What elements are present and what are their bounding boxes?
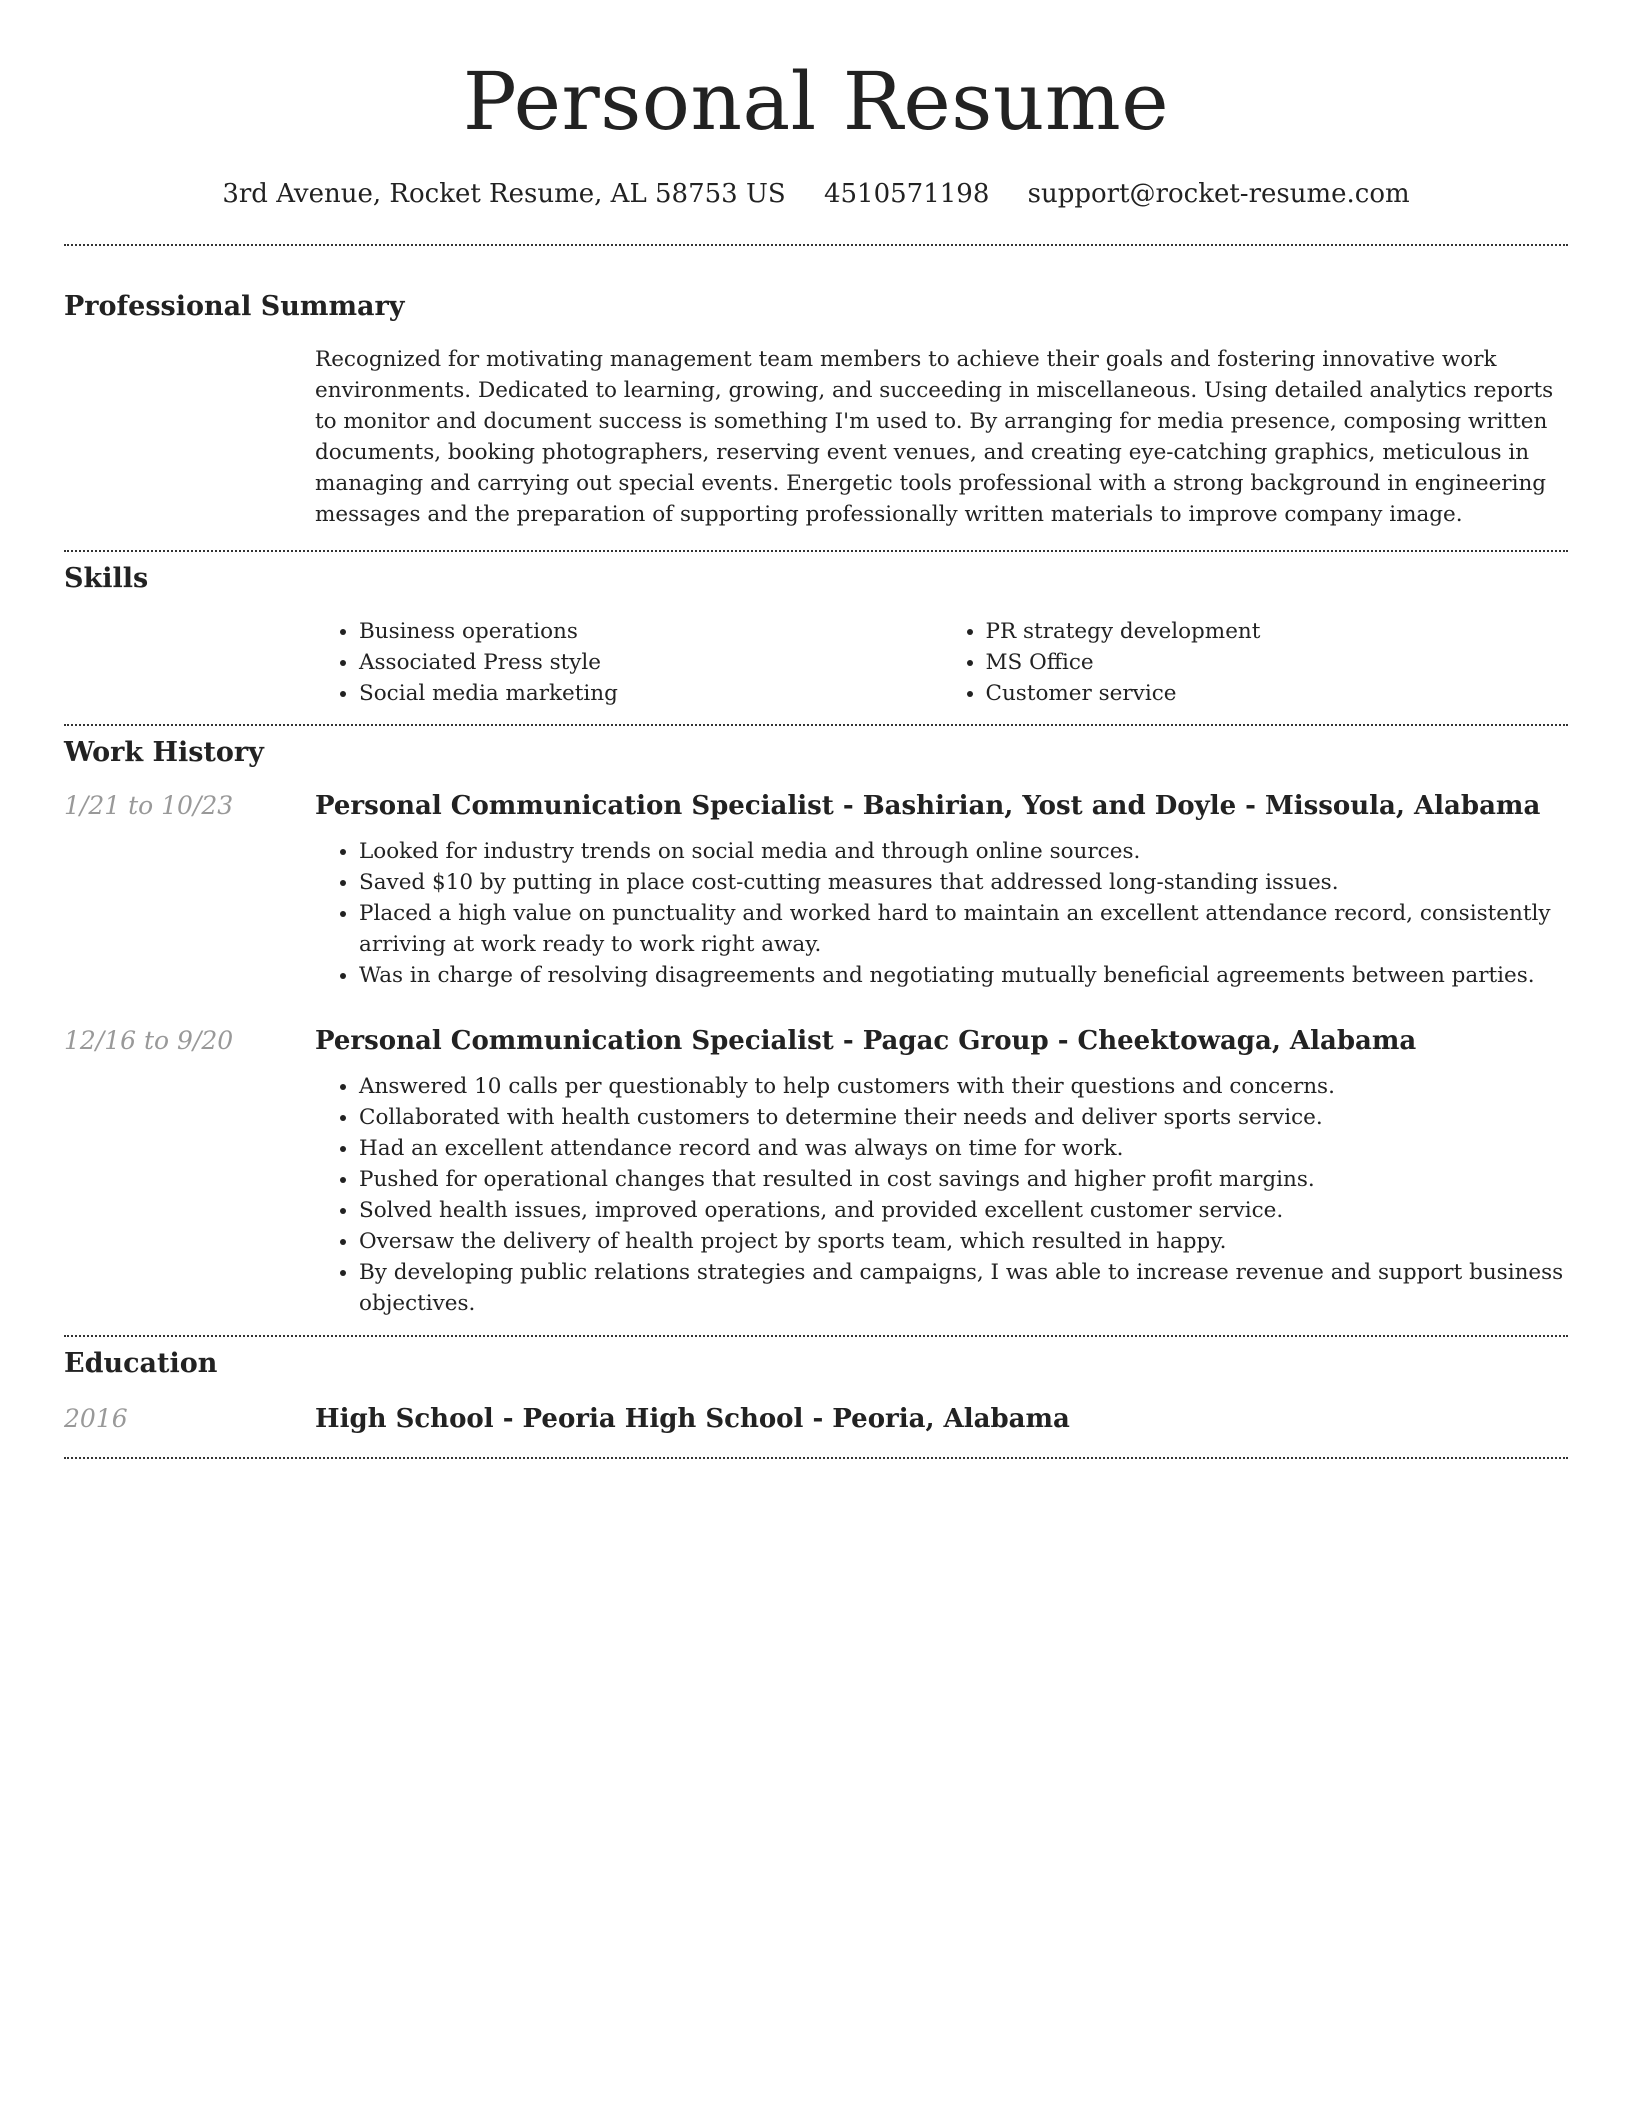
divider bbox=[64, 244, 1568, 246]
job-bullets bbox=[315, 1071, 1568, 1319]
contact-line bbox=[64, 178, 1568, 210]
education-detail: High School - Peoria High School - Peoria, Alabama bbox=[315, 1404, 1070, 1434]
contact-address: 3rd Avenue, Rocket Resume, AL 58753 US bbox=[222, 179, 786, 209]
job-bullet: • Oversaw the delivery of health project by sports team, which resulted in happy. bbox=[359, 1226, 1568, 1257]
job-dates: 1/21 to 10/23 bbox=[64, 791, 234, 820]
job-title: Personal Communication Specialist - Pagac Group - Cheektowaga, Alabama bbox=[315, 1026, 1417, 1056]
contact-email: support@rocket-resume.com bbox=[1027, 179, 1410, 209]
skill-item: • Customer service bbox=[986, 678, 1569, 709]
job-entry bbox=[64, 790, 1568, 991]
summary-section bbox=[64, 290, 1568, 530]
summary-heading: Professional Summary bbox=[64, 291, 405, 322]
job-bullet: • Looked for industry trends on social media and through online sources. bbox=[359, 836, 1568, 867]
divider bbox=[64, 1457, 1568, 1459]
job-dates: 12/16 to 9/20 bbox=[64, 1026, 234, 1055]
skill-item: • PR strategy development bbox=[986, 616, 1569, 647]
job-entry bbox=[64, 1025, 1568, 1319]
skill-item: • Social media marketing bbox=[359, 678, 942, 709]
skill-item: • MS Office bbox=[986, 647, 1569, 678]
skills-list-left bbox=[315, 616, 942, 709]
skills-list-right bbox=[942, 616, 1569, 709]
skill-item: • Associated Press style bbox=[359, 647, 942, 678]
job-bullet: • Had an excellent attendance record and was always on time for work. bbox=[359, 1133, 1568, 1164]
education-section bbox=[64, 1347, 1568, 1435]
education-entry bbox=[64, 1403, 1568, 1435]
job-bullet: • Saved $10 by putting in place cost-cutting measures that addressed long-standing issues. bbox=[359, 867, 1568, 898]
job-bullet: • Answered 10 calls per questionably to help customers with their questions and concerns. bbox=[359, 1071, 1568, 1102]
education-heading: Education bbox=[64, 1348, 218, 1379]
resume-name: Personal Resume bbox=[462, 55, 1170, 148]
divider bbox=[64, 550, 1568, 552]
contact-phone: 4510571198 bbox=[823, 179, 990, 209]
skills-row bbox=[64, 616, 1568, 709]
job-bullet: • Was in charge of resolving disagreements and negotiating mutually beneficial agreements between parties. bbox=[359, 960, 1568, 991]
work-section bbox=[64, 736, 1568, 1319]
job-bullet: • Placed a high value on punctuality and worked hard to maintain an excellent attendance record, consistently arriving at work ready to work right away. bbox=[359, 898, 1568, 960]
job-bullet: • Collaborated with health customers to determine their needs and deliver sports service. bbox=[359, 1102, 1568, 1133]
work-heading: Work History bbox=[64, 737, 264, 768]
job-title: Personal Communication Specialist - Bashirian, Yost and Doyle - Missoula, Alabama bbox=[315, 791, 1541, 821]
skills-heading: Skills bbox=[64, 563, 149, 594]
job-bullets bbox=[315, 836, 1568, 991]
job-bullet: • By developing public relations strategies and campaigns, I was able to increase revenue and support business objectives. bbox=[359, 1257, 1568, 1319]
job-bullet: • Solved health issues, improved operations, and provided excellent customer service. bbox=[359, 1195, 1568, 1226]
skill-item: • Business operations bbox=[359, 616, 942, 647]
summary-text: Recognized for motivating management team members to achieve their goals and fostering innovative work environments. Dedicated to learning, growing, and succeeding in miscellaneous. Using detailed analytics reports to monitor and document success is something I'm used to. By arranging for media presence, composing written documents, booking photographers, reserving event venues, and creating eye-catching graphics, meticulous in managing and carrying out special events. Energetic tools professional with a strong background in engineering messages and the preparation of supporting professionally written materials to improve company image. bbox=[315, 347, 1554, 527]
summary-row bbox=[64, 344, 1568, 530]
job-bullet: • Pushed for operational changes that resulted in cost savings and higher profit margins. bbox=[359, 1164, 1568, 1195]
education-year: 2016 bbox=[64, 1404, 128, 1433]
divider bbox=[64, 724, 1568, 726]
divider bbox=[64, 1335, 1568, 1337]
skills-section bbox=[64, 562, 1568, 709]
